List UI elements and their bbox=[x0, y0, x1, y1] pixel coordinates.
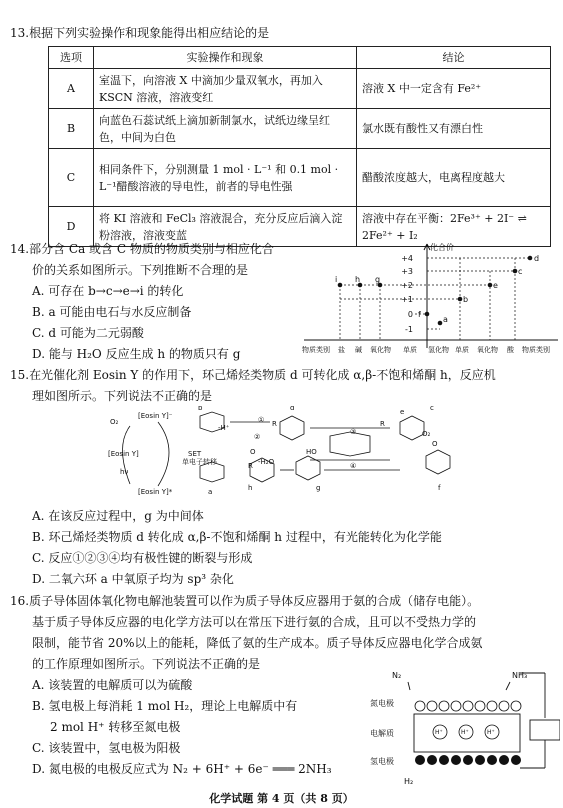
label-step1: ① bbox=[258, 416, 265, 424]
point-b: b bbox=[463, 295, 469, 304]
label-o2: O₂ bbox=[110, 418, 119, 426]
y-tick: +2 bbox=[401, 281, 413, 290]
electrode-top-particles bbox=[415, 701, 521, 711]
label-set-desc: 单电子转移 bbox=[182, 458, 217, 466]
y-tick: -1 bbox=[405, 325, 413, 334]
chart-ylabel: 化合价 bbox=[430, 243, 454, 252]
q14-option-d: D. 能与 H₂O 反应生成 h 的物质只有 g bbox=[32, 347, 241, 361]
q16-stem-line4: 的工作原理如图所示。下列说法不正确的是 bbox=[32, 657, 261, 671]
row-conclusion: 氯水既有酸性又有漂白性 bbox=[357, 109, 551, 149]
q14-option-c: C. d 可能为二元弱酸 bbox=[32, 326, 144, 340]
x-label: 氧化物 bbox=[370, 346, 391, 354]
q16-stem-line1: 16.质子导体固体氧化物电解池装置可以作为质子导体反应器用于氨的合成（储存电能）。 bbox=[10, 594, 480, 608]
label-r-d: R bbox=[272, 420, 277, 428]
q14-option-b: B. a 可能由电石与水反应制备 bbox=[32, 305, 192, 319]
label-o-h: O bbox=[250, 448, 256, 456]
q14-stem-line2: 价的关系如图所示。下列推断不合理的是 bbox=[32, 263, 249, 277]
q16-option-a: A. 该装置的电解质可以为硫酸 bbox=[32, 678, 193, 692]
q16-option-d: D. 氮电极的电极反应式为 N₂ + 6H⁺ + 6e⁻ ═══ 2NH₃ bbox=[32, 762, 332, 776]
label-set: SET bbox=[188, 450, 202, 458]
y-tick: +4 bbox=[401, 254, 413, 263]
x-label: 单质 bbox=[403, 346, 417, 354]
label-d: d bbox=[290, 406, 295, 412]
q13-stem: 13.根据下列实验操作和现象能得出相应结论的是 bbox=[10, 26, 270, 40]
row-operation: 室温下，向溶液 X 中滴加少量双氧水，再加入 KSCN 溶液，溶液变红 bbox=[94, 69, 357, 109]
label-g: g bbox=[316, 484, 321, 492]
label-r-e: R bbox=[380, 420, 385, 428]
table-row bbox=[49, 69, 551, 109]
point-h: h bbox=[355, 275, 361, 284]
x-label: 氧化物 bbox=[477, 346, 498, 354]
q15-option-b: B. 环己烯烃类物质 d 转化成 α,β-不饱和烯酮 h 过程中，有光能转化为化学能 bbox=[32, 530, 442, 544]
label-step2: ② bbox=[254, 433, 261, 441]
label-eosin: [Eosin Y] bbox=[108, 450, 139, 458]
table-row bbox=[49, 109, 551, 149]
q16-cell-diagram bbox=[370, 668, 560, 788]
row-option: C bbox=[49, 149, 94, 207]
point-f: f bbox=[418, 310, 421, 319]
point-c: c bbox=[518, 267, 523, 276]
y-tick: +1 bbox=[401, 295, 413, 304]
label-eosin-minus: [Eosin Y]⁻ bbox=[138, 412, 173, 420]
label-h2: H₂ bbox=[404, 777, 414, 786]
q14-option-a: A. 可存在 b→c→e→i 的转化 bbox=[32, 284, 184, 298]
label-n2: N₂ bbox=[392, 671, 402, 680]
label-r-h: R bbox=[248, 462, 253, 470]
x-label: 物质类别 bbox=[302, 346, 330, 354]
q15-stem-line2: 理如图所示。下列说法不正确的是 bbox=[32, 389, 213, 403]
header-conclusion: 结论 bbox=[357, 47, 551, 69]
label-e: e bbox=[400, 408, 405, 416]
row-option: D bbox=[49, 207, 94, 247]
label-minus-h2o: -H₂O bbox=[258, 458, 275, 466]
label-o-top: O bbox=[432, 440, 438, 448]
proton-label: H⁺ bbox=[487, 729, 495, 736]
x-label: 酸 bbox=[507, 346, 514, 354]
proton-label: H⁺ bbox=[435, 729, 443, 736]
label-electrode-n: 氮电极 bbox=[370, 699, 394, 708]
label-b: b bbox=[198, 406, 203, 412]
label-electrode-h: 氢电极 bbox=[370, 757, 394, 766]
x-label: 碱 bbox=[355, 346, 362, 354]
x-label: 物质类别 bbox=[522, 346, 550, 354]
electrode-bottom-particles bbox=[415, 755, 521, 765]
y-tick: +3 bbox=[401, 267, 413, 276]
label-h: h bbox=[248, 484, 253, 492]
header-option: 选项 bbox=[49, 47, 94, 69]
q14-valence-chart bbox=[300, 240, 562, 362]
q15-option-a: A. 在该反应过程中，g 为中间体 bbox=[32, 509, 204, 523]
label-step4: ④ bbox=[350, 462, 357, 470]
y-tick: 0 bbox=[407, 310, 413, 319]
label-f: f bbox=[438, 484, 441, 492]
row-conclusion: 溶液 X 中一定含有 Fe²⁺ bbox=[357, 69, 551, 109]
row-conclusion: 醋酸浓度越大，电离程度越大 bbox=[357, 149, 551, 207]
q14-stem-line1: 14.部分含 Ca 或含 C 物质的物质类别与相应化合 bbox=[10, 242, 274, 256]
label-c: c bbox=[430, 406, 434, 412]
q16-stem-line3: 限制，能节省 20%以上的能耗，降低了氨的生产成本。质子导体反应器电化学合成氨 bbox=[32, 636, 483, 650]
label-a: a bbox=[208, 488, 213, 496]
q15-mechanism-diagram bbox=[100, 406, 500, 498]
point-a: a bbox=[443, 315, 448, 324]
table-row bbox=[49, 149, 551, 207]
label-electrolyte: 电解质 bbox=[370, 729, 394, 738]
q16-option-c: C. 该装置中，氢电极为阳极 bbox=[32, 741, 181, 755]
x-label: 氢化物 bbox=[428, 346, 449, 354]
page-footer: 化学试题 第 4 页（共 8 页） bbox=[209, 792, 354, 805]
row-option: A bbox=[49, 69, 94, 109]
label-o2-right: O₂ bbox=[422, 430, 431, 438]
label-step3: ③ bbox=[350, 428, 357, 436]
point-g: g bbox=[375, 275, 381, 284]
q16-option-b: B. 氢电极上每消耗 1 mol H₂，理论上电解质中有 bbox=[32, 699, 298, 713]
x-label: 盐 bbox=[338, 346, 345, 354]
point-e: e bbox=[493, 281, 498, 290]
q13-table bbox=[48, 46, 551, 247]
q15-option-c: C. 反应①②③④均有极性键的断裂与形成 bbox=[32, 551, 253, 565]
q15-stem-line1: 15.在光催化剂 Eosin Y 的作用下，环己烯烃类物质 d 可转化成 α,β-不饱和烯酮 h，反应机 bbox=[10, 368, 496, 382]
q16-option-b-cont: 2 mol H⁺ 转移至氮电极 bbox=[50, 720, 181, 734]
x-label: 单质 bbox=[455, 346, 469, 354]
q16-stem-line2: 基于质子导体反应器的电化学方法可以在常压下进行氨的合成，且可以不受热力学的 bbox=[32, 615, 477, 629]
label-nh3: NH₃ bbox=[512, 671, 528, 680]
proton-label: H⁺ bbox=[461, 729, 469, 736]
table-header-row bbox=[49, 47, 551, 69]
row-operation: 向蓝色石蕊试纸上滴加新制氯水，试纸边缘呈红色，中间为白色 bbox=[94, 109, 357, 149]
point-i: i bbox=[335, 275, 338, 284]
row-operation: 相同条件下，分别测量 1 mol · L⁻¹ 和 0.1 mol · L⁻¹醋酸溶液的导电性，前者的导电性强 bbox=[94, 149, 357, 207]
label-ho: HO bbox=[306, 448, 317, 456]
label-hv: hν bbox=[120, 468, 129, 476]
row-conclusion: 溶液中存在平衡：2Fe³⁺ + 2I⁻ ⇌ 2Fe²⁺ + I₂ bbox=[357, 207, 551, 247]
q15-option-d: D. 二氧六环 a 中氧原子均为 sp³ 杂化 bbox=[32, 572, 234, 586]
header-operation: 实验操作和现象 bbox=[94, 47, 357, 69]
row-operation: 将 KI 溶液和 FeCl₃ 溶液混合，充分反应后滴入淀粉溶液，溶液变蓝 bbox=[94, 207, 357, 247]
label-minus-h: -H⁺ bbox=[218, 424, 230, 432]
row-option: B bbox=[49, 109, 94, 149]
point-d: d bbox=[534, 254, 540, 263]
label-eosin-star: [Eosin Y]* bbox=[138, 488, 173, 496]
